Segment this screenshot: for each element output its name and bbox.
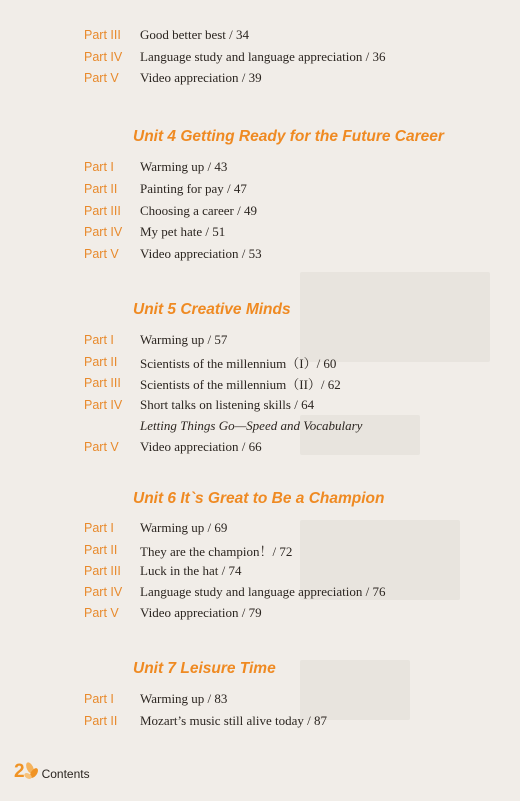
part-label: Part II — [84, 714, 118, 728]
toc-entry[interactable] — [84, 25, 249, 45]
part-label: Part V — [84, 440, 119, 454]
part-label: Part I — [84, 521, 114, 535]
entry-title: Short talks on listening skills / 64 — [140, 397, 315, 412]
part-label: Part IV — [84, 585, 123, 599]
footer-label: Contents — [41, 767, 90, 781]
toc-entry[interactable] — [84, 179, 247, 199]
leaf-ornament-icon — [23, 760, 41, 782]
part-label: Part I — [84, 692, 114, 706]
unit-heading[interactable]: Unit 4 Getting Ready for the Future Career — [133, 128, 444, 145]
entry-title: Video appreciation / 39 — [140, 70, 262, 85]
entry-title: Scientists of the millennium（II）/ 62 — [140, 376, 341, 392]
entry-title: Letting Things Go—Speed and Vocabulary — [140, 418, 363, 433]
entry-title: Good better best / 34 — [140, 27, 250, 42]
toc-entry[interactable] — [84, 68, 262, 88]
part-label: Part V — [84, 247, 119, 261]
toc-entry[interactable] — [84, 373, 341, 393]
toc-subentry[interactable] — [84, 416, 362, 436]
part-label: Part V — [84, 606, 119, 620]
toc-entry[interactable] — [84, 518, 227, 538]
entry-title: Warming up / 43 — [140, 159, 228, 174]
toc-entry[interactable] — [84, 157, 227, 177]
unit-heading[interactable]: Unit 5 Creative Minds — [133, 301, 291, 318]
entry-title: Warming up / 83 — [140, 691, 228, 706]
entry-title: Painting for pay / 47 — [140, 181, 247, 196]
page-number: 2 — [14, 761, 25, 782]
entry-title: Warming up / 57 — [140, 332, 228, 347]
entry-title: Language study and language appreciation / 76 — [140, 584, 386, 599]
entry-title: My pet hate / 51 — [140, 224, 226, 239]
part-label: Part I — [84, 160, 114, 174]
entry-title: Language study and language appreciation / 36 — [140, 49, 386, 64]
show-through-mark — [300, 272, 490, 362]
entry-title: Video appreciation / 79 — [140, 605, 262, 620]
toc-entry[interactable] — [84, 395, 314, 415]
entry-title: Warming up / 69 — [140, 520, 228, 535]
toc-entry[interactable] — [84, 711, 327, 731]
toc-entry[interactable] — [84, 47, 385, 67]
part-label: Part IV — [84, 398, 123, 412]
part-label: Part I — [84, 333, 114, 347]
part-label: Part V — [84, 71, 119, 85]
part-label: Part III — [84, 28, 121, 42]
toc-entry[interactable] — [84, 330, 227, 350]
toc-entry[interactable] — [84, 352, 336, 372]
part-label: Part II — [84, 543, 118, 557]
toc-entry[interactable] — [84, 582, 385, 602]
toc-entry[interactable] — [84, 689, 227, 709]
entry-title: They are the champion！/ 72 — [140, 543, 293, 559]
entry-title: Mozart’s music still alive today / 87 — [140, 713, 328, 728]
toc-entry[interactable] — [84, 540, 292, 560]
entry-title: Video appreciation / 53 — [140, 246, 262, 261]
part-label: Part III — [84, 204, 121, 218]
entry-title: Luck in the hat / 74 — [140, 563, 242, 578]
toc-entry[interactable] — [84, 201, 257, 221]
part-label: Part IV — [84, 225, 123, 239]
entry-title: Scientists of the millennium（I）/ 60 — [140, 355, 337, 371]
part-label: Part III — [84, 376, 121, 390]
unit-heading[interactable]: Unit 6 It`s Great to Be a Champion — [133, 490, 385, 507]
unit-heading[interactable]: Unit 7 Leisure Time — [133, 660, 276, 677]
entry-title: Choosing a career / 49 — [140, 203, 257, 218]
part-label: Part III — [84, 564, 121, 578]
toc-entry[interactable] — [84, 561, 241, 581]
toc-entry[interactable] — [84, 603, 262, 623]
toc-entry[interactable] — [84, 222, 225, 242]
toc-entry[interactable] — [84, 244, 262, 264]
part-label: Part II — [84, 182, 118, 196]
toc-entry[interactable] — [84, 437, 262, 457]
part-label: Part II — [84, 355, 118, 369]
page-footer — [14, 760, 90, 782]
entry-title: Video appreciation / 66 — [140, 439, 262, 454]
part-label: Part IV — [84, 50, 123, 64]
